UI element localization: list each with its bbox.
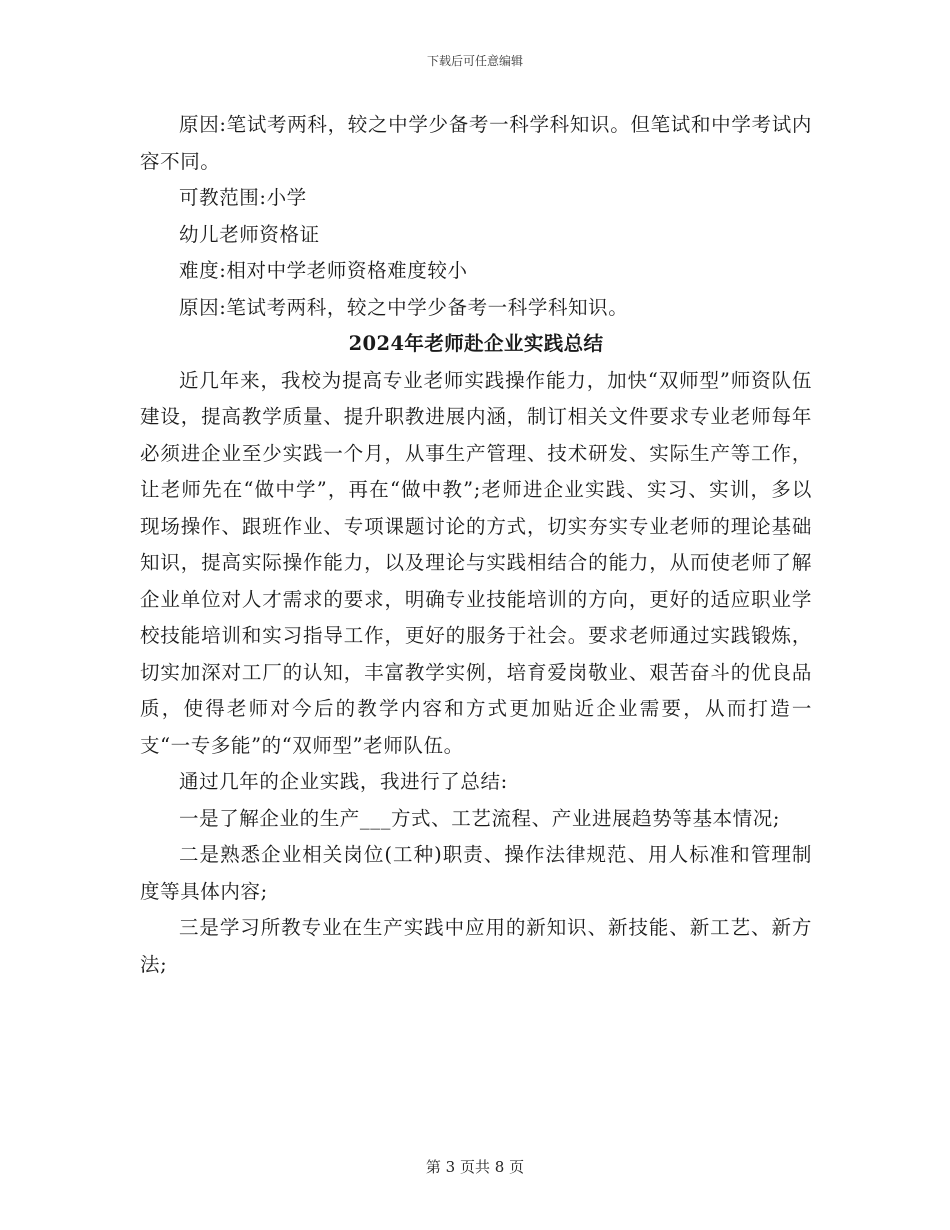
paragraph: 三是学习所教专业在生产实践中应用的新知识、新技能、新工艺、新方法; [140,916,812,976]
document-body [140,107,812,983]
paragraph: 原因:笔试考两科，较之中学少备考一科学科知识。但笔试和中学考试内容不同。 [140,113,812,173]
paragraph: 原因:笔试考两科，较之中学少备考一科学科知识。 [179,295,629,319]
paragraph: 二是熟悉企业相关岗位(工种)职责、操作法律规范、用人标准和管理制度等具体内容; [140,843,812,903]
section-title: 2024年老师赴企业实践总结 [348,332,604,355]
paragraph: 通过几年的企业实践，我进行了总结: [179,770,508,793]
page-footer: 第 3 页共 8 页 [425,1158,525,1176]
paragraph: 幼儿老师资格证 [179,222,320,246]
paragraph: 可教范围:小学 [179,186,307,209]
paragraph: 一是了解企业的生产___方式、工艺流程、产业进展趋势等基本情况; [179,806,781,830]
paragraph: 难度:相对中学老师资格难度较小 [179,259,468,282]
page-header: 下载后可任意编辑 [426,54,523,68]
paragraph: 近几年来，我校为提高专业老师实践操作能力，加快“双师型”师资队伍建设，提高教学质量、提升职教进展内涵，制订相关文件要求专业老师每年必须进企业至少实践一个月，从事生产管理、技术研发、实际生产等工作，让老师先在“做中学”，再在“做中教”;老师进企业实践、实习、实训，多以现场操作、跟班作业、专项课题讨论的方式，切实夯实专业老师的理论基础知识，提高实际操作能力，以及理论与实践相结合的能力，从而使老师了解企业单位对人才需求的要求，明确专业技能培训的方向，更好的适应职业学校技能培训和实习指导工作，更好的服务于社会。要求老师通过实践锻炼，切实加深对工厂的认知，丰富教学实例，培育爱岗敬业、艰苦奋斗的优良品质，使得老师对今后的教学内容和方式更加贴近企业需要，从而打造一支“一专多能”的“双师型”老师队伍。 [140,368,812,757]
